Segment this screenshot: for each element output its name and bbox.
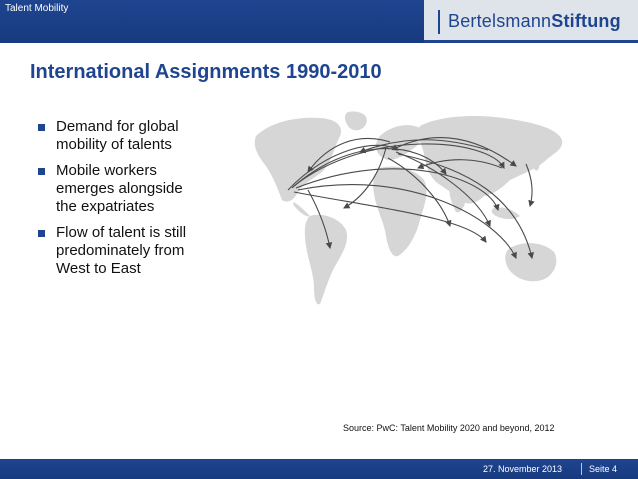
- bullet-list: [38, 118, 198, 286]
- header-bar: [0, 0, 638, 43]
- logo-text-part1: Bertelsmann: [448, 11, 552, 31]
- bullet-text: Flow of talent is still predominately from West to East: [56, 224, 187, 277]
- header-label: Talent Mobility: [5, 3, 69, 14]
- footer-divider: [581, 463, 582, 475]
- footer-date: 27. November 2013: [483, 464, 563, 474]
- bullet-item: [38, 162, 198, 216]
- bullet-item: [38, 118, 198, 154]
- bullet-square-icon: [38, 230, 45, 237]
- slide-title: International Assignments 1990-2010: [30, 61, 382, 83]
- footer-bar: [0, 459, 638, 479]
- bullet-text: Mobile workers emerges alongside the expatriates: [56, 162, 183, 215]
- world-map-image: [248, 108, 573, 318]
- page-number: Seite 4: [589, 464, 618, 474]
- source-citation: Source: PwC: Talent Mobility 2020 and beyond, 2012: [343, 423, 555, 433]
- logo-separator: [438, 10, 440, 34]
- bertelsmann-stiftung-logo: [448, 11, 621, 32]
- logo-underline: [424, 40, 638, 43]
- bullet-square-icon: [38, 124, 45, 131]
- logo-text-part2: Stiftung: [551, 11, 621, 31]
- bullet-text: Demand for global mobility of talents: [56, 118, 179, 153]
- logo-area: [424, 0, 638, 43]
- bullet-item: [38, 224, 198, 278]
- bullet-square-icon: [38, 168, 45, 175]
- header-title-area: [0, 0, 424, 43]
